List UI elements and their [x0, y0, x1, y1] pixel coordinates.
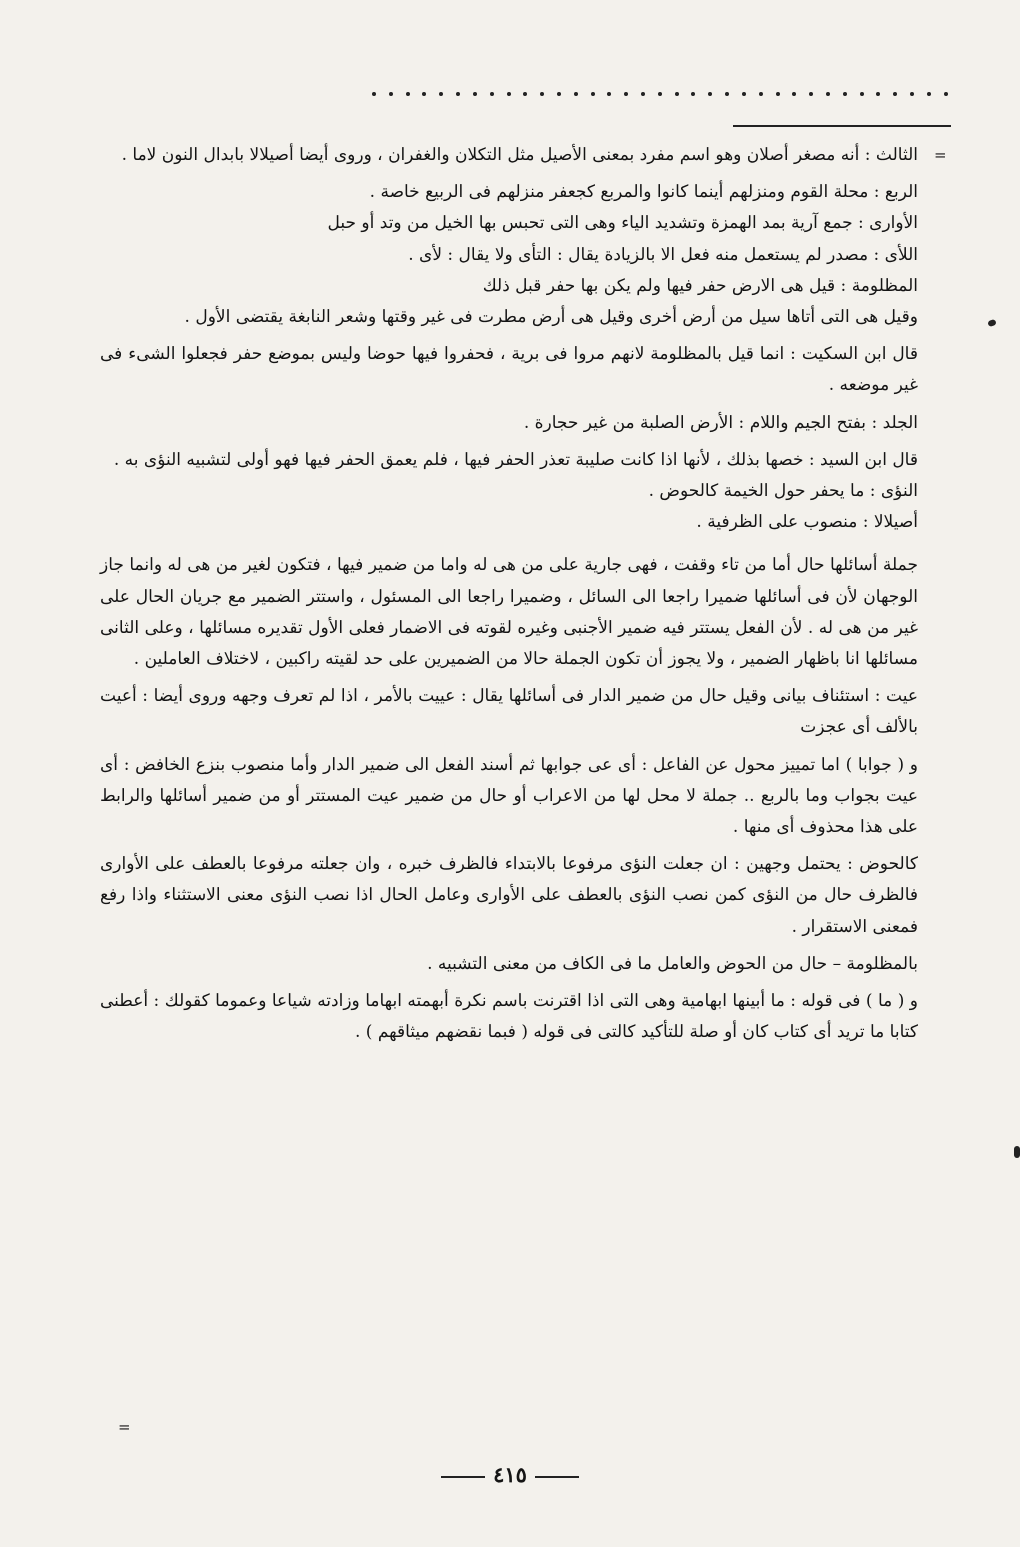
- paragraph: اللأى : مصدر لم يستعمل منه فعل الا بالزيادة يقال : التأى ولا يقال : لأى .: [408, 244, 918, 265]
- paragraph: وقيل هى التى أتاها سيل من أرض أخرى وقيل هى أرض مطرت فى غير وقتها وشعر النابغة يقتضى الأول .: [184, 307, 918, 328]
- margin-ink-mark: [987, 319, 997, 327]
- dotted-separator: [372, 92, 948, 96]
- paragraph: عيت : استئناف بيانى وقيل حال من ضمير الدار فى أسائلها يقال : عييت بالأمر ، اذا لم تعرف وجهه وروى أيضا : أعيت بالألف أى عجزت: [100, 686, 918, 738]
- page-number-text: ٤١٥: [493, 1462, 527, 1487]
- paragraph: و ( ما ) فى قوله : ما أبينها ابهامية وهى التى اذا اقترنت باسم نكرة أبهمته ابهاما وزادته شياعا وعموما كقولك : أعطنى كتابا ما تريد أى كتاب كان أو صلة للتأكيد كالتى فى قوله ( فبما نقضهم ميثاقهم ) .: [100, 991, 918, 1043]
- page-body: [100, 140, 962, 1048]
- paragraph: و ( جوابا ) اما تمييز محول عن الفاعل : أى عى جوابها ثم أسند الفعل الى ضمير الدار وأما منصوب بنزع الخافض : أى عيت بجواب وما بالربع .. جملة لا محل لها من الاعراب أو حال من ضمير عيت المستتر أو من ضمير أسائلها والرابط على هذا محذوف أى منها .: [100, 754, 918, 838]
- paragraph: الأوارى : جمع آرية بمد الهمزة وتشديد الياء وهى التى تحبس بها الخيل من وتد أو حبل: [327, 213, 918, 234]
- margin-ink-mark: [1014, 1146, 1020, 1158]
- paragraph: قال ابن السكيت : انما قيل بالمظلومة لانهم مروا فى برية ، فحفروا فيها حوضا وليس بموضع حفر فجعلوا الشىء فى غير موضعه .: [100, 344, 918, 396]
- page-number: [0, 1462, 1020, 1487]
- paragraph: كالحوض : يحتمل وجهين : ان جعلت النؤى مرفوعا بالابتداء فالظرف خبره ، وان جعلته مرفوعا بالعطف على الأوارى فالظرف حال من النؤى كمن نصب النؤى بالعطف على الأوارى وعامل الحال اذا نصب النؤى معنى الاستثناء واذا رفع فمعنى الاستقرار .: [100, 854, 918, 937]
- footnote-continuation-mark: =: [934, 146, 947, 164]
- paragraph: الربع : محلة القوم ومنزلهم أينما كانوا والمربع كجعفر منزلهم فى الربيع خاصة .: [369, 182, 918, 203]
- paragraph: جملة أسائلها حال أما من تاء وقفت ، فهى جارية على من هى له واما من ضمير فيها ، فتكون لغير من هى له وانما جاز الوجهان لأن فى أسائلها ضميرا راجعا الى السائل ، وضميرا راجعا الى المسئول ، واستتر الضمير مع جريان الحال على غير من هى له . لأن الفعل يستتر فيه ضمير الأجنبى وغيره لقوته فى الاضمار فعلى الأول تقديره مسائلها ، وعلى الثانى مسائلها انا باظهار الضمير ، ولا يجوز أن تكون الجملة حالا من الضميرين على حد لقيته راكبين ، لاختلاف العاملين .: [100, 555, 918, 670]
- paragraph: الثالث : أنه مصغر أصلان وهو اسم مفرد بمعنى الأصيل مثل التكلان والغفران ، وروى أيضا أصيلالا بابدال النون لاما .: [121, 145, 918, 165]
- footnote-rule: [733, 125, 951, 127]
- paragraph: أصيلالا : منصوب على الظرفية .: [696, 512, 918, 533]
- paragraph: الجلد : بفتح الجيم واللام : الأرض الصلبة من غير حجارة .: [523, 412, 918, 433]
- paragraph: النؤى : ما يحفر حول الخيمة كالحوض .: [648, 481, 918, 502]
- paragraph: بالمظلومة – حال من الحوض والعامل ما فى الكاف من معنى التشبيه .: [427, 953, 918, 974]
- paragraph: قال ابن السيد : خصها بذلك ، لأنها اذا كانت صليبة تعذر الحفر فيها ، فلم يعمق الحفر فيها فهو أولى لتشبيه النؤى به .: [113, 449, 918, 470]
- footnote-continuation-mark: =: [118, 1418, 131, 1436]
- paragraph: المظلومة : قيل هى الارض حفر فيها ولم يكن بها حفر قبل ذلك: [482, 275, 918, 296]
